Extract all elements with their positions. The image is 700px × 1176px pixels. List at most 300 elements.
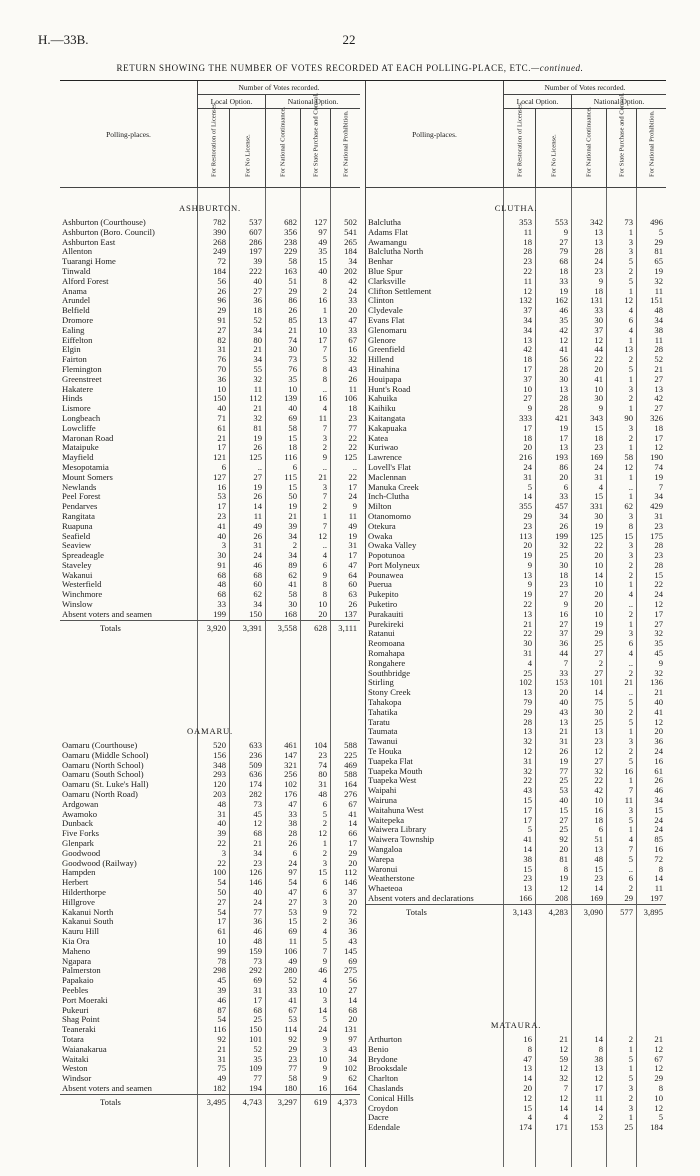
vote-count: 14 <box>654 873 663 884</box>
table-row <box>366 541 666 551</box>
vote-count: 184 <box>213 265 226 276</box>
vote-count: 132 <box>519 295 532 306</box>
vote-count: 42 <box>523 344 532 355</box>
vote-count: 17 <box>654 608 663 619</box>
vote-count: 9 <box>598 275 603 286</box>
table-page <box>60 80 666 1166</box>
vote-count: 33 <box>594 305 603 316</box>
vote-count: 22 <box>348 442 357 453</box>
table-row <box>366 1084 666 1094</box>
vote-count: 12 <box>253 818 262 829</box>
vote-count: 1 <box>322 837 327 848</box>
table-row <box>366 473 666 483</box>
vote-count: 101 <box>249 1033 262 1044</box>
vote-count: 3 <box>628 628 633 639</box>
vote-count: 31 <box>217 808 226 819</box>
polling-place-name: Staveley <box>62 560 92 570</box>
polling-place-name: Kaitangata <box>368 413 406 423</box>
vote-count: 48 <box>217 798 226 809</box>
polling-place-name: Absent voters and seamen <box>62 609 152 619</box>
vote-count: 21 <box>559 1034 568 1044</box>
vote-count: 27 <box>594 755 603 766</box>
vote-count: 35 <box>559 314 568 325</box>
polling-place-name: Hampden <box>62 868 96 878</box>
vote-count: 23 <box>559 579 568 590</box>
vote-count: 8 <box>322 373 327 384</box>
vote-count: 17 <box>654 432 663 443</box>
vote-count: 28 <box>559 403 568 414</box>
table-row <box>60 512 360 522</box>
vote-count: 73 <box>624 217 633 227</box>
polling-place-name: Mount Somers <box>62 472 113 482</box>
vote-count: 18 <box>559 265 568 276</box>
vote-count: 23 <box>217 510 226 521</box>
table-row <box>60 541 360 551</box>
vote-count: .. <box>322 461 327 472</box>
vote-count: 27 <box>559 814 568 825</box>
vote-count: 238 <box>284 236 297 247</box>
vote-count: 7 <box>628 785 633 796</box>
vote-count: 22 <box>594 775 603 786</box>
vote-count: 5 <box>628 1053 633 1064</box>
vote-count: 39 <box>217 984 226 995</box>
polling-place-name: Katea <box>368 433 389 443</box>
table-row <box>60 443 360 453</box>
vote-count: 34 <box>654 314 663 325</box>
vote-count: 36 <box>559 638 568 649</box>
vote-count: 21 <box>253 403 262 414</box>
table-row <box>366 1035 666 1045</box>
vote-count: 47 <box>288 798 297 809</box>
vote-count: 10 <box>318 324 327 335</box>
table-row <box>60 741 360 751</box>
polling-place-name: Brooksdale <box>368 1064 408 1074</box>
vote-count: 5 <box>628 363 633 374</box>
vote-count: 15 <box>288 432 297 443</box>
vote-count: 150 <box>213 393 226 404</box>
vote-count: 69 <box>288 926 297 937</box>
table-row <box>366 639 666 649</box>
polling-place-name: Hillend <box>368 355 394 365</box>
vote-count: 33 <box>288 984 297 995</box>
vote-count: 174 <box>249 779 262 790</box>
column-2-header <box>229 109 265 188</box>
vote-count: 48 <box>594 853 603 864</box>
polling-place-name: Whaeteoa <box>368 884 403 894</box>
vote-count: 72 <box>654 853 663 864</box>
table-row <box>60 326 360 336</box>
vote-count: 12 <box>594 1073 603 1084</box>
vote-count: 24 <box>594 461 603 472</box>
vote-count: 12 <box>654 599 663 610</box>
polling-place-name: Five Forks <box>62 829 100 839</box>
left-table <box>60 81 360 1167</box>
vote-count: 68 <box>217 569 226 580</box>
vote-count: 32 <box>654 667 663 678</box>
table-row <box>60 561 360 571</box>
vote-count: 20 <box>559 687 568 698</box>
vote-count: 12 <box>559 1043 568 1054</box>
polling-place-name: Weatherstone <box>368 874 415 884</box>
vote-count: 79 <box>559 246 568 257</box>
vote-count: 15 <box>523 795 532 806</box>
polling-place-name: Waitaki <box>62 1054 89 1064</box>
vote-count: 46 <box>559 305 568 316</box>
vote-count: 151 <box>650 295 663 306</box>
vote-count: 80 <box>318 769 327 780</box>
vote-count: 71 <box>217 412 226 423</box>
vote-count: 12 <box>654 716 663 727</box>
table-row <box>366 727 666 737</box>
vote-count: 74 <box>288 334 297 345</box>
vote-count: 19 <box>559 755 568 766</box>
vote-count: 7 <box>322 945 327 956</box>
vote-count: 20 <box>523 540 532 551</box>
table-row <box>366 434 666 444</box>
vote-count: 280 <box>284 965 297 976</box>
vote-count: 67 <box>654 1053 663 1064</box>
vote-count: 121 <box>213 452 226 463</box>
table-row <box>366 1055 666 1065</box>
polling-place-name: Waitepeka <box>368 815 405 825</box>
polling-place-name: Wakanui <box>62 570 93 580</box>
vote-count: 127 <box>213 471 226 482</box>
vote-count: 588 <box>344 769 357 780</box>
polling-place-name: Manuka Creek <box>368 482 419 492</box>
table-row <box>60 986 360 996</box>
vote-count: 2 <box>628 883 633 894</box>
vote-count: 34 <box>253 599 262 610</box>
polling-place-name: Oamaru (St. Luke's Hall) <box>62 780 149 790</box>
table-row <box>366 767 666 777</box>
polling-place-name: Absent voters and seamen <box>62 1083 152 1093</box>
vote-count: 782 <box>213 217 226 227</box>
vote-count: 106 <box>344 393 357 404</box>
vote-count: 97 <box>348 1033 357 1044</box>
vote-count: 17 <box>594 1082 603 1093</box>
table-body <box>60 188 360 1167</box>
vote-count: 49 <box>253 520 262 531</box>
polling-place-name: Owaka <box>368 531 393 541</box>
vote-count: 17 <box>217 442 226 453</box>
vote-count: 15 <box>523 863 532 874</box>
vote-count: 43 <box>348 1043 357 1054</box>
vote-count: 13 <box>594 726 603 737</box>
vote-count: 1 <box>322 305 327 316</box>
vote-count: 37 <box>559 628 568 639</box>
vote-count: 3,297 <box>277 1096 297 1107</box>
vote-count: 28 <box>523 246 532 257</box>
vote-count: 2 <box>628 265 633 276</box>
vote-count: 30 <box>594 510 603 521</box>
vote-count: 11 <box>253 510 262 521</box>
table-row <box>60 277 360 287</box>
vote-count: 19 <box>253 432 262 443</box>
vote-count: 45 <box>253 808 262 819</box>
vote-count: 13 <box>559 383 568 394</box>
vote-count: 23 <box>594 736 603 747</box>
vote-count: 5 <box>658 226 663 237</box>
vote-count: 8 <box>322 589 327 600</box>
vote-count: 9 <box>322 569 327 580</box>
vote-count: 36 <box>654 736 663 747</box>
vote-count: 58 <box>624 452 633 463</box>
vote-count: 24 <box>288 857 297 868</box>
vote-count: 78 <box>217 955 226 966</box>
region-heading-mataura: MATAURA. <box>490 1020 542 1030</box>
table-row <box>60 927 360 937</box>
vote-count: 43 <box>559 706 568 717</box>
vote-count: 49 <box>217 1073 226 1084</box>
vote-count: 3 <box>628 510 633 521</box>
vote-count: 101 <box>590 677 603 688</box>
vote-count: 27 <box>217 324 226 335</box>
vote-count: 41 <box>217 520 226 531</box>
vote-count: 69 <box>348 955 357 966</box>
table-row <box>60 600 360 610</box>
table-row <box>366 1074 666 1084</box>
polling-place-name: Oamaru (North School) <box>62 760 144 770</box>
polling-place-name: Purekireki <box>368 619 404 629</box>
vote-count: 21 <box>654 687 663 698</box>
vote-count: 7 <box>322 491 327 502</box>
vote-count: 127 <box>314 217 327 227</box>
table-row <box>60 957 360 967</box>
vote-count: 125 <box>590 530 603 541</box>
vote-count: 153 <box>590 1122 603 1133</box>
polling-place-name: Benhar <box>368 257 393 267</box>
vote-count: 15 <box>654 569 663 580</box>
vote-count: 1 <box>628 1112 633 1123</box>
vote-count: 22 <box>594 354 603 365</box>
vote-count: 54 <box>217 906 226 917</box>
vote-count: 30 <box>559 373 568 384</box>
vote-count: 28 <box>654 559 663 570</box>
vote-count: 13 <box>318 314 327 325</box>
vote-count: 2 <box>628 569 633 580</box>
right-table <box>365 81 666 1167</box>
table-row <box>60 502 360 512</box>
table-row <box>366 316 666 326</box>
vote-count: 18 <box>348 403 357 414</box>
vote-count: 12 <box>624 461 633 472</box>
vote-count: 355 <box>519 501 532 512</box>
vote-count: 3 <box>322 857 327 868</box>
polling-place-name: Lawrence <box>368 453 402 463</box>
page-header <box>38 32 660 50</box>
polling-place-name: Goodwood <box>62 848 101 858</box>
vote-count: 15 <box>594 422 603 433</box>
vote-count: 56 <box>559 354 568 365</box>
table-row <box>60 218 360 228</box>
vote-count: 69 <box>253 975 262 986</box>
vote-count: 32 <box>253 373 262 384</box>
vote-count: 24 <box>523 461 532 472</box>
vote-count: 199 <box>213 608 226 619</box>
vote-count: 3 <box>628 1102 633 1113</box>
vote-count: 469 <box>344 759 357 770</box>
column-header <box>60 81 360 188</box>
vote-count: 34 <box>559 510 568 521</box>
vote-count: 292 <box>249 965 262 976</box>
vote-count: .. <box>628 863 633 874</box>
table-row <box>366 688 666 698</box>
vote-count: 44 <box>559 648 568 659</box>
vote-count: 14 <box>318 1004 327 1015</box>
polling-place-name: Dromore <box>62 315 94 325</box>
vote-count: 100 <box>213 867 226 878</box>
column-3-header <box>571 106 606 188</box>
table-row <box>60 810 360 820</box>
vote-count: 40 <box>318 265 327 276</box>
vote-count: 32 <box>253 412 262 423</box>
vote-count: 99 <box>217 945 226 956</box>
vote-count: 34 <box>288 550 297 561</box>
vote-count: 40 <box>253 886 262 897</box>
vote-count: 5 <box>322 935 327 946</box>
vote-count: 21 <box>318 471 327 482</box>
vote-count: 5 <box>322 808 327 819</box>
vote-count: 25 <box>594 716 603 727</box>
vote-count: 66 <box>348 828 357 839</box>
vote-count: 19 <box>288 501 297 512</box>
vote-count: 68 <box>559 256 568 267</box>
vote-count: 24 <box>253 550 262 561</box>
vote-count: 3 <box>322 432 327 443</box>
vote-count: 34 <box>523 314 532 325</box>
vote-count: 30 <box>288 599 297 610</box>
vote-count: 41 <box>594 373 603 384</box>
vote-count: 5 <box>628 853 633 864</box>
vote-count: 26 <box>654 775 663 786</box>
polling-place-name: Awamoko <box>62 809 98 819</box>
vote-count: 23 <box>654 550 663 561</box>
vote-count: 41 <box>288 994 297 1005</box>
polling-place-name: Maheno <box>62 946 91 956</box>
vote-count: 184 <box>650 1122 663 1133</box>
vote-count: 13 <box>523 726 532 737</box>
vote-count: 3 <box>628 422 633 433</box>
vote-count: 112 <box>344 867 357 878</box>
table-row <box>366 267 666 277</box>
vote-count: 16 <box>624 765 633 776</box>
region-rows-mataura <box>366 1035 666 1133</box>
vote-count: 27 <box>523 393 532 404</box>
vote-count: 40 <box>217 403 226 414</box>
vote-count: 26 <box>559 746 568 757</box>
polling-place-name: Fairton <box>62 355 87 365</box>
vote-count: 38 <box>654 324 663 335</box>
polling-place-name: Tawanui <box>368 737 398 747</box>
vote-count: 91 <box>217 559 226 570</box>
polling-place-name: Oamaru (North Road) <box>62 789 138 799</box>
polling-place-name: Hilderthorpe <box>62 887 106 897</box>
vote-count: 61 <box>217 926 226 937</box>
vote-count: 333 <box>519 412 532 423</box>
vote-count: 156 <box>213 749 226 760</box>
vote-count: 47 <box>523 1053 532 1064</box>
vote-count: 26 <box>288 305 297 316</box>
local-option-header: Local Option. <box>503 95 571 109</box>
vote-count: 16 <box>654 844 663 854</box>
table-row <box>366 257 666 267</box>
vote-count: 12 <box>318 530 327 541</box>
vote-count: 17 <box>348 550 357 561</box>
vote-count: 31 <box>253 984 262 995</box>
table-row <box>60 1015 360 1025</box>
vote-count: 146 <box>344 877 357 888</box>
vote-count: 25 <box>559 775 568 786</box>
vote-count: 106 <box>284 945 297 956</box>
vote-count: 29 <box>523 510 532 521</box>
polling-place-name: Tahatika <box>368 707 398 717</box>
vote-count: 16 <box>559 608 568 619</box>
table-row <box>366 1045 666 1055</box>
table-row <box>60 868 360 878</box>
vote-count: 4 <box>322 975 327 986</box>
vote-count: 29 <box>654 1073 663 1084</box>
table-row <box>366 492 666 502</box>
vote-count: 43 <box>348 935 357 946</box>
vote-count: 15 <box>654 804 663 815</box>
vote-count: 4 <box>598 481 603 492</box>
vote-count: 249 <box>213 246 226 257</box>
column-5-header <box>330 109 360 188</box>
polling-place-name: Mayfield <box>62 453 94 463</box>
table-row <box>366 453 666 463</box>
vote-count: 13 <box>523 608 532 619</box>
vote-count: 104 <box>314 740 327 750</box>
vote-count: 15 <box>288 916 297 927</box>
table-row <box>366 277 666 287</box>
vote-count: 42 <box>348 275 357 286</box>
vote-count: 298 <box>213 965 226 976</box>
table-row <box>366 571 666 581</box>
vote-count: 75 <box>217 1063 226 1074</box>
polling-place-name: Anama <box>62 286 87 296</box>
vote-count: 12 <box>559 1092 568 1103</box>
vote-count: 1 <box>628 1043 633 1054</box>
vote-count: 47 <box>348 314 357 325</box>
vote-count: 68 <box>253 828 262 839</box>
vote-count: 1 <box>628 579 633 590</box>
vote-count: 11 <box>288 935 297 946</box>
table-row <box>366 669 666 679</box>
vote-count: 139 <box>284 393 297 404</box>
vote-count: 4 <box>628 324 633 335</box>
vote-count: 2 <box>322 501 327 512</box>
polling-place-name: Allenton <box>62 247 93 257</box>
table-row <box>60 780 360 790</box>
vote-count: 496 <box>650 217 663 227</box>
vote-count: 31 <box>348 540 357 551</box>
polling-place-name: Clifton Settlement <box>368 286 432 296</box>
table-row <box>60 947 360 957</box>
vote-count: 202 <box>344 265 357 276</box>
vote-count: 64 <box>348 569 357 580</box>
vote-count: 553 <box>555 217 568 227</box>
vote-count: 1 <box>628 491 633 502</box>
vote-count: 7 <box>563 657 568 668</box>
vote-count: 457 <box>555 501 568 512</box>
polling-place-name: Oamaru (Middle School) <box>62 750 149 760</box>
polling-place-name: Elgin <box>62 345 81 355</box>
vote-count: 77 <box>559 765 568 776</box>
vote-count: 37 <box>594 324 603 335</box>
vote-count: 16 <box>318 1082 327 1093</box>
vote-count: 265 <box>344 236 357 247</box>
vote-count: 25 <box>594 638 603 649</box>
